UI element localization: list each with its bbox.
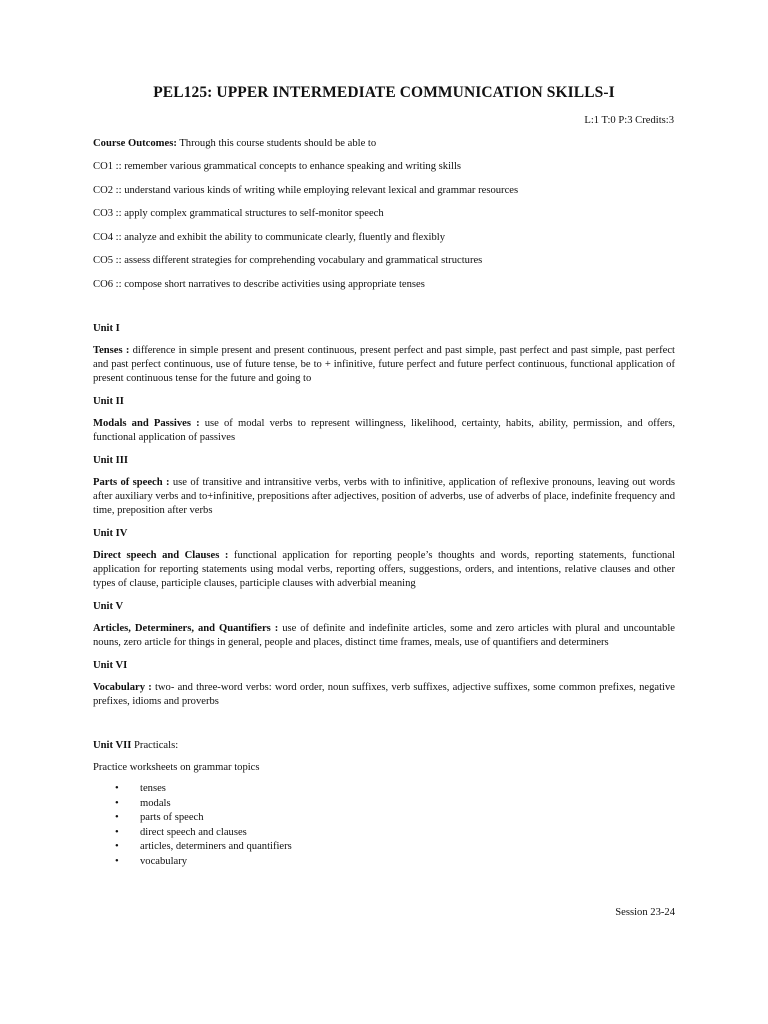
course-outcome-6: CO6 :: compose short narratives to describe activities using appropriate tenses — [93, 278, 425, 290]
unit-2-body — [93, 417, 675, 445]
unit-4-topic: Direct speech and Clauses : — [93, 550, 229, 561]
course-outcome-1: CO1 :: remember various grammatical concepts to enhance speaking and writing skills — [93, 161, 462, 172]
list-item — [93, 797, 675, 812]
unit-5-body — [93, 622, 675, 650]
unit-3-text: use of transitive and intransitive verbs, verbs with to infinitive, application of reflexive pronouns, leaving out words after auxiliary verbs and to+infinitive, prepositions after adjectives, position of adverbs, use of adverbs of place, indefinite frequency and time, preposition after verbs — [93, 477, 675, 516]
unit-6-heading: Unit VI — [93, 660, 128, 671]
unit-7-heading — [93, 739, 675, 753]
list-item-label: articles, determiners and quantifiers — [140, 841, 292, 853]
document-body — [93, 137, 675, 870]
unit-2-topic: Modals and Passives : — [93, 418, 200, 429]
course-outcome-3: CO3 :: apply complex grammatical structures to self-monitor speech — [93, 208, 384, 219]
unit-1-body — [93, 344, 675, 386]
unit-2-text: use of modal verbs to represent willingness, likelihood, certainty, habits, ability, permission, and offers, functional application of passives — [93, 418, 675, 443]
unit-1-heading: Unit I — [93, 323, 120, 334]
unit-2-heading: Unit II — [93, 396, 124, 407]
list-item — [93, 782, 675, 797]
list-item-label: modals — [140, 797, 171, 809]
unit-1-text: difference in simple present and present continuous, present perfect and past simple, past perfect and past simple, past perfect and past perfect continuous, use of future tense, be to + infinitive, future perfect and future perfect continuous, functional application of present continuous tense for the future and going to — [93, 345, 675, 384]
list-item-label: tenses — [140, 783, 166, 794]
unit-6-topic: Vocabulary : — [93, 682, 152, 693]
practice-intro: Practice worksheets on grammar topics — [93, 762, 260, 773]
unit-4-body — [93, 549, 675, 591]
unit-3-body — [93, 476, 675, 518]
list-item-label: parts of speech — [140, 812, 204, 824]
list-item — [93, 840, 675, 855]
course-outcomes-intro — [93, 137, 675, 151]
list-item — [93, 811, 675, 826]
course-outcomes-text: Through this course students should be able to — [176, 138, 377, 149]
unit-7-title: Unit VII — [93, 740, 132, 751]
bullet-icon: • — [115, 855, 119, 867]
credits-line: L:1 T:0 P:3 Credits:3 — [584, 115, 674, 126]
unit-1-topic: Tenses : — [93, 345, 130, 356]
course-outcome-5: CO5 :: assess different strategies for comprehending vocabulary and grammatical structures — [93, 255, 483, 266]
unit-6-body — [93, 681, 675, 709]
unit-5-topic: Articles, Determiners, and Quantifiers : — [93, 623, 279, 634]
bullet-icon: • — [115, 841, 119, 853]
section-spacer — [93, 718, 675, 739]
unit-7-subheading: Practicals: — [131, 740, 179, 751]
list-item-label: vocabulary — [140, 855, 188, 867]
bullet-icon: • — [115, 783, 119, 794]
list-item-label: direct speech and clauses — [140, 826, 247, 838]
bullet-icon: • — [115, 797, 119, 809]
unit-4-heading: Unit IV — [93, 528, 128, 539]
unit-5-heading: Unit V — [93, 601, 124, 612]
list-item — [93, 826, 675, 841]
course-title: PEL125: UPPER INTERMEDIATE COMMUNICATION SKILLS-I — [153, 84, 615, 101]
course-outcome-4: CO4 :: analyze and exhibit the ability to communicate clearly, fluently and flexibly — [93, 231, 446, 243]
course-outcomes-label: Course Outcomes: — [93, 138, 177, 149]
practical-topics-list — [93, 782, 675, 870]
unit-6-text: two- and three-word verbs: word order, noun suffixes, verb suffixes, adjective suffixes, some common prefixes, negative prefixes, idioms and proverbs — [93, 682, 675, 707]
section-spacer — [93, 301, 675, 322]
unit-5-text: use of definite and indefinite articles, some and zero articles with plural and uncountable nouns, zero article for things in general, people and places, distinct time frames, meals, use of quantifiers and determiners — [93, 623, 675, 648]
unit-3-topic: Parts of speech : — [93, 477, 170, 488]
bullet-icon: • — [115, 812, 119, 824]
list-item — [93, 855, 675, 870]
unit-4-text: functional application for reporting people’s thoughts and words, reporting statements, functional application for reporting statements using modal verbs, reporting offers, suggestions, orders, and intentions, relative clauses and other types of clause, participle clauses, participle clauses with adverbial meaning — [93, 550, 675, 589]
bullet-icon: • — [115, 826, 119, 838]
course-outcome-2: CO2 :: understand various kinds of writing while employing relevant lexical and grammar resources — [93, 184, 519, 196]
unit-3-heading: Unit III — [93, 455, 129, 466]
session-footer: Session 23-24 — [615, 907, 675, 918]
